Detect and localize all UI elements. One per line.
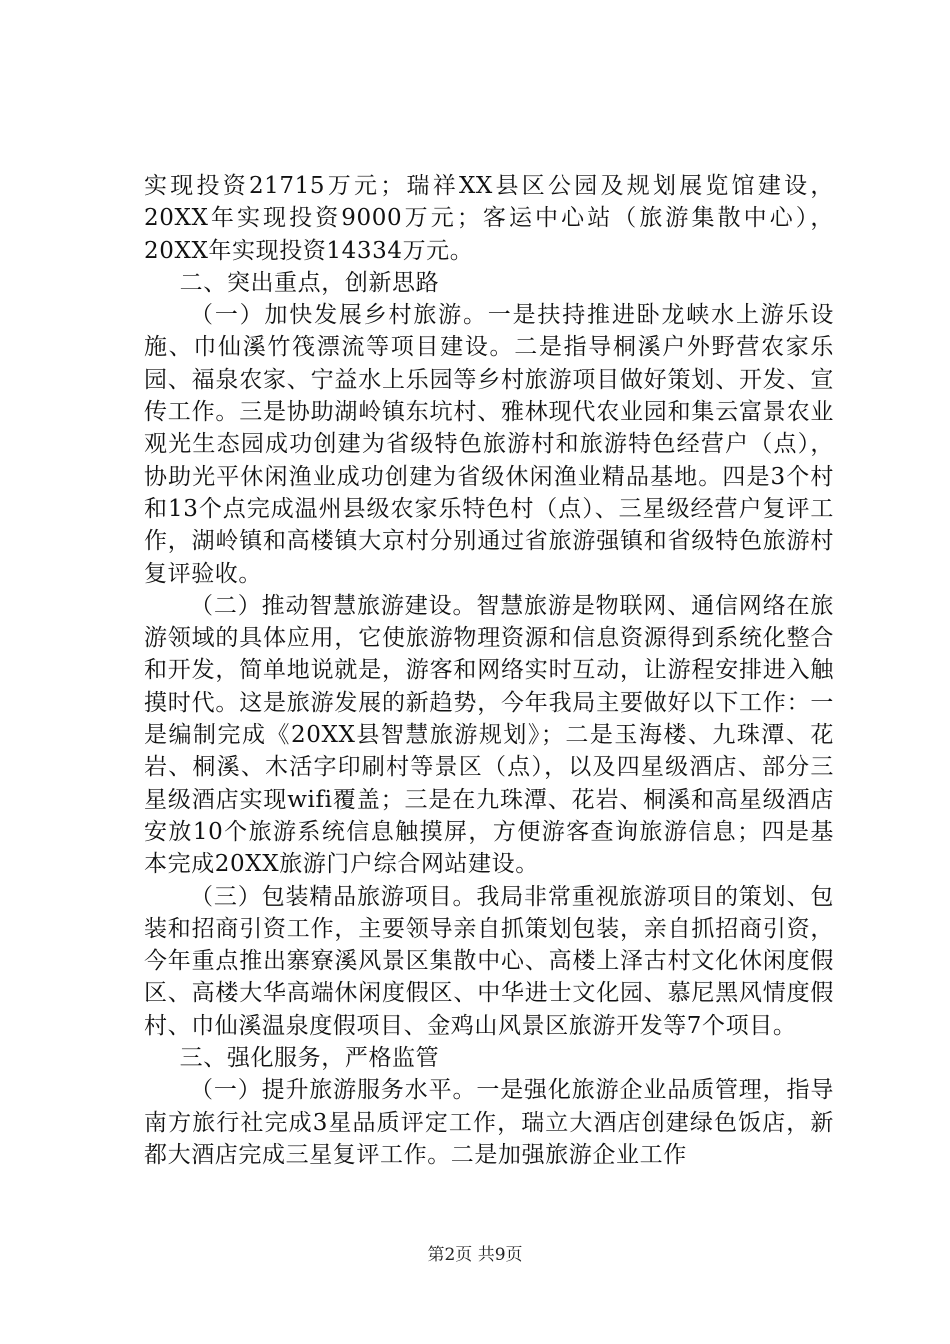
paragraph-rural-tourism: （一）加快发展乡村旅游。一是扶持推进卧龙峡水上游乐设施、巾仙溪竹筏漂流等项目建设。二是指导桐溪户外野营农家乐园、福泉农家、宁益水上乐园等乡村旅游项目做好策划、开发、宣传工作。三是协助湖岭镇东坑村、雅林现代农业园和集云富景农业观光生态园成功创建为省级特色旅游村和旅游特色经营户（点），协助光平休闲渔业成功创建为省级休闲渔业精品基地。四是3个村和13个点完成温州县级农家乐特色村（点）、三星级经营户复评工作，湖岭镇和高楼镇大京村分别通过省旅游强镇和省级特色旅游村复评验收。 (144, 302, 834, 587)
page-footer: 第2页 共9页 (427, 1245, 523, 1265)
paragraph-tourism-projects: （三）包装精品旅游项目。我局非常重视旅游项目的策划、包装和招商引资工作，主要领导亲自抓策划包装，亲自抓招商引资，今年重点推出寨寮溪风景区集散中心、高楼上泽古村文化休闲度假区、高楼大华高端休闲度假区、中华进士文化园、慕尼黑风情度假村、巾仙溪温泉度假项目、金鸡山风景区旅游开发等7个项目。 (144, 883, 834, 1039)
section-heading-2: 二、突出重点，创新思路 (179, 269, 440, 296)
paragraph-investment-continuation: 实现投资21715万元；瑞祥XX县区公园及规划展览馆建设，20XX年实现投资9000万元；客运中心站（旅游集散中心），20XX年实现投资14334万元。 (144, 173, 834, 264)
paragraph-smart-tourism: （二）推动智慧旅游建设。智慧旅游是物联网、通信网络在旅游领域的具体应用，它使旅游物理资源和信息资源得到系统化整合和开发，简单地说就是，游客和网络实时互动，让游程安排进入触摸时代。这是旅游发展的新趋势，今年我局主要做好以下工作：一是编制完成《20XX县智慧旅游规划》；二是玉海楼、九珠潭、花岩、桐溪、木活字印刷村等景区（点），以及四星级酒店、部分三星级酒店实现wifi覆盖；三是在九珠潭、花岩、桐溪和高星级酒店安放10个旅游系统信息触摸屏，方便游客查询旅游信息；四是基本完成20XX旅游门户综合网站建设。 (144, 592, 834, 878)
document-body (144, 170, 834, 1171)
paragraph-service-level: （一）提升旅游服务水平。一是强化旅游企业品质管理，指导南方旅行社完成3星品质评定工作，瑞立大酒店创建绿色饭店，新都大酒店完成三星复评工作。二是加强旅游企业工作 (144, 1077, 834, 1168)
section-heading-3: 三、强化服务，严格监管 (179, 1045, 440, 1072)
